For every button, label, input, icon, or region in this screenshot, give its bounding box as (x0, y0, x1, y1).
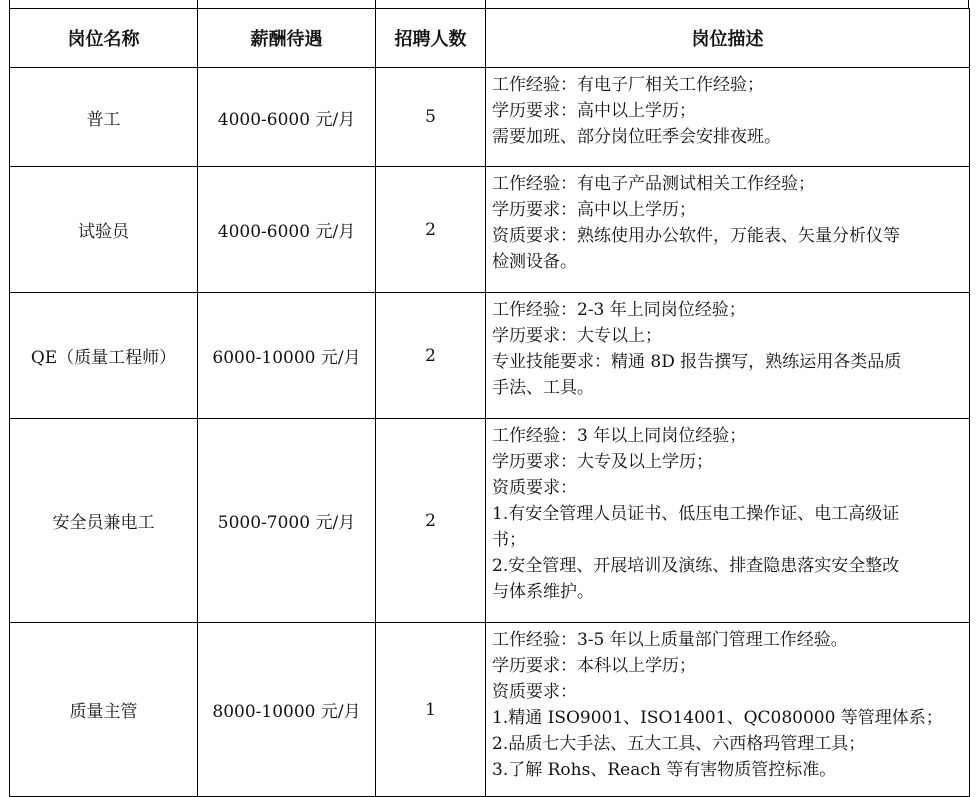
description-line: 专业技能要求：精通 8D 报告撰写，熟练运用各类品质 (492, 352, 902, 372)
description-line: 与体系维护。 (492, 582, 594, 602)
job-headcount: 5 (376, 68, 486, 167)
description-line: 3.了解 Rohs、Reach 等有害物质管控标准。 (492, 760, 837, 780)
description-line: 工作经验：有电子产品测试相关工作经验； (492, 174, 815, 194)
description-line: 资质要求： (492, 478, 577, 498)
description-line: 资质要求： (492, 682, 577, 702)
job-salary: 6000-10000 元/月 (198, 293, 376, 419)
job-description (486, 68, 970, 167)
description-line: 2.安全管理、开展培训及演练、排查隐患落实安全整改 (492, 556, 900, 576)
job-title: 普工 (10, 68, 198, 167)
job-description (486, 419, 970, 623)
job-salary: 8000-10000 元/月 (198, 623, 376, 797)
description-line: 2.品质七大手法、五大工具、六西格玛管理工具； (492, 734, 866, 754)
job-title: 试验员 (10, 167, 198, 293)
job-salary: 4000-6000 元/月 (198, 167, 376, 293)
description-line: 书； (492, 530, 526, 550)
description-line: 手法、工具。 (492, 378, 594, 398)
header-job-title: 岗位名称 (10, 9, 198, 68)
table-header-row (10, 9, 970, 68)
description-line: 检测设备。 (492, 252, 577, 272)
job-listing-table (9, 8, 970, 797)
description-line: 工作经验：3 年以上同岗位经验； (492, 426, 747, 446)
description-line: 学历要求：大专以上； (492, 326, 662, 346)
table-row (10, 293, 970, 419)
job-headcount: 1 (376, 623, 486, 797)
description-line: 资质要求：熟练使用办公软件，万能表、矢量分析仪等 (492, 226, 900, 246)
table-row (10, 167, 970, 293)
table-row (10, 623, 970, 797)
job-headcount: 2 (376, 419, 486, 623)
description-line: 需要加班、部分岗位旺季会安排夜班。 (492, 127, 781, 147)
job-description (486, 293, 970, 419)
job-title: 质量主管 (10, 623, 198, 797)
job-headcount: 2 (376, 293, 486, 419)
header-description: 岗位描述 (486, 9, 970, 68)
description-line: 学历要求：高中以上学历； (492, 200, 696, 220)
job-title: QE（质量工程师） (10, 293, 198, 419)
header-salary: 薪酬待遇 (198, 9, 376, 68)
description-line: 学历要求：本科以上学历； (492, 656, 696, 676)
description-line: 工作经验：有电子厂相关工作经验； (492, 75, 764, 95)
job-salary: 4000-6000 元/月 (198, 68, 376, 167)
description-line: 学历要求：高中以上学历； (492, 101, 696, 121)
job-description (486, 623, 970, 797)
table-row (10, 419, 970, 623)
description-line: 1.精通 ISO9001、ISO14001、QC080000 等管理体系； (492, 708, 943, 728)
header-headcount: 招聘人数 (376, 9, 486, 68)
description-line: 工作经验：2-3 年上同岗位经验； (492, 300, 746, 320)
job-headcount: 2 (376, 167, 486, 293)
table-row (10, 68, 970, 167)
job-description (486, 167, 970, 293)
job-salary: 5000-7000 元/月 (198, 419, 376, 623)
description-line: 学历要求：大专及以上学历； (492, 452, 713, 472)
table-top-continuation (9, 0, 969, 8)
description-line: 1.有安全管理人员证书、低压电工操作证、电工高级证 (492, 504, 900, 524)
description-line: 工作经验：3-5 年以上质量部门管理工作经验。 (492, 630, 848, 650)
job-title: 安全员兼电工 (10, 419, 198, 623)
